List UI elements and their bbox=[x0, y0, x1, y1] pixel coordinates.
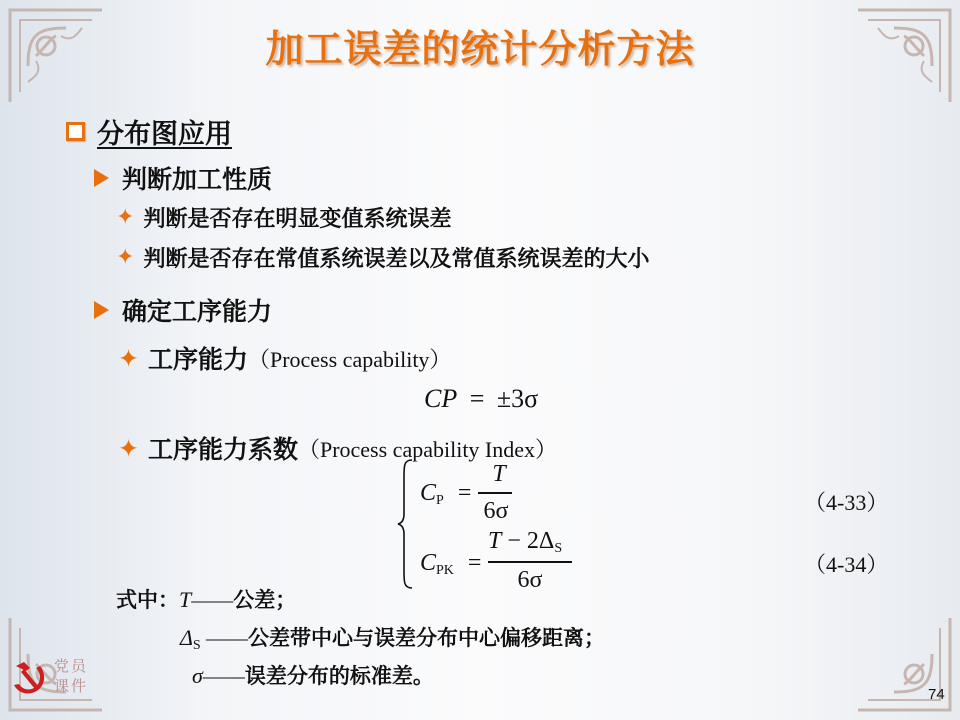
badge-line-1: 党员 bbox=[54, 657, 89, 675]
equation-number: （4-34） bbox=[804, 552, 889, 577]
subheading-capability bbox=[94, 292, 272, 328]
list-item-process-capability bbox=[118, 340, 451, 376]
legend-row-sigma bbox=[192, 660, 434, 690]
star-bullet-icon: ✦ bbox=[116, 244, 135, 270]
list-item bbox=[116, 242, 649, 273]
section-heading bbox=[66, 112, 232, 151]
list-item-cn: 工序能力 bbox=[147, 345, 248, 374]
formula-cp-index-sub: P bbox=[436, 493, 444, 508]
list-item-cn: 工序能力系数 bbox=[147, 435, 298, 464]
legend-symbol: σ bbox=[192, 663, 203, 688]
formula-cpk-index-sub: PK bbox=[436, 563, 454, 578]
formula-cp bbox=[424, 384, 538, 414]
legend-dash: —— bbox=[202, 664, 245, 688]
equation-number: （4-33） bbox=[804, 490, 889, 515]
star-bullet-icon: ✦ bbox=[116, 204, 135, 230]
formula-cpk-index-t: T bbox=[488, 528, 502, 554]
section-heading-text: 分布图应用 bbox=[97, 119, 232, 150]
formula-cp-index-numerator: T bbox=[492, 461, 506, 487]
curly-brace-icon bbox=[396, 458, 418, 590]
legend-symbol: Δ bbox=[180, 625, 193, 650]
formula-cp-eq: = bbox=[469, 384, 485, 413]
star-bullet-icon: ✦ bbox=[118, 343, 139, 373]
legend-dash: —— bbox=[200, 626, 248, 650]
formula-cpk-index-numerator bbox=[488, 528, 562, 557]
legend-row-t bbox=[116, 584, 296, 614]
legend-row-delta bbox=[180, 622, 605, 654]
formula-cp-index-denominator: 6σ bbox=[483, 498, 509, 524]
list-item-text: 判断是否存在常值系统误差以及常值系统误差的大小 bbox=[143, 247, 650, 272]
formula-cp-index-eq: = bbox=[457, 480, 472, 506]
formula-cpk-index-lhs bbox=[420, 550, 481, 579]
checkbox-bullet-icon bbox=[66, 122, 85, 141]
party-badge-text bbox=[54, 656, 88, 696]
list-item-en: （Process capability Index） bbox=[297, 436, 558, 462]
fraction-bar bbox=[478, 492, 512, 494]
formula-cpk-index-eq: = bbox=[467, 550, 482, 576]
hammer-sickle-icon bbox=[10, 658, 48, 696]
subheading-capability-text: 确定工序能力 bbox=[122, 297, 273, 326]
legend-desc: 公差带中心与误差分布中心偏移距离； bbox=[247, 626, 605, 650]
legend-prefix: 式中： bbox=[116, 588, 179, 612]
list-item bbox=[116, 202, 451, 233]
subheading-judge bbox=[94, 160, 272, 196]
star-bullet-icon: ✦ bbox=[118, 433, 139, 463]
legend-desc: 公差； bbox=[233, 588, 297, 612]
formula-cpk-index-num-sub: S bbox=[554, 541, 563, 556]
formula-cp-lhs: CP bbox=[424, 384, 458, 413]
list-item-en: （Process capability） bbox=[247, 346, 452, 372]
legend-symbol-sub: S bbox=[192, 638, 201, 653]
legend-dash: —— bbox=[191, 588, 234, 612]
subheading-judge-text: 判断加工性质 bbox=[122, 165, 273, 194]
formula-cpk-index-denominator: 6σ bbox=[517, 567, 543, 593]
formula-cp-index-c: C bbox=[420, 480, 437, 506]
page-number: 74 bbox=[928, 686, 945, 703]
formula-cpk-index-rest: − 2Δ bbox=[501, 528, 555, 554]
badge-line-2: 课件 bbox=[54, 677, 89, 695]
formula-cpk-index-c: C bbox=[420, 550, 437, 576]
legend-symbol: T bbox=[179, 587, 192, 612]
formula-cp-index-lhs bbox=[420, 480, 471, 509]
arrow-bullet-icon bbox=[94, 301, 109, 319]
formula-cp-rhs: ±3σ bbox=[496, 384, 539, 413]
slide-title: 加工误差的统计分析方法 bbox=[265, 27, 695, 71]
list-item-text: 判断是否存在明显变值系统误差 bbox=[143, 207, 452, 232]
fraction-bar bbox=[488, 561, 572, 563]
arrow-bullet-icon bbox=[94, 169, 109, 187]
legend-desc: 误差分布的标准差。 bbox=[244, 664, 434, 688]
